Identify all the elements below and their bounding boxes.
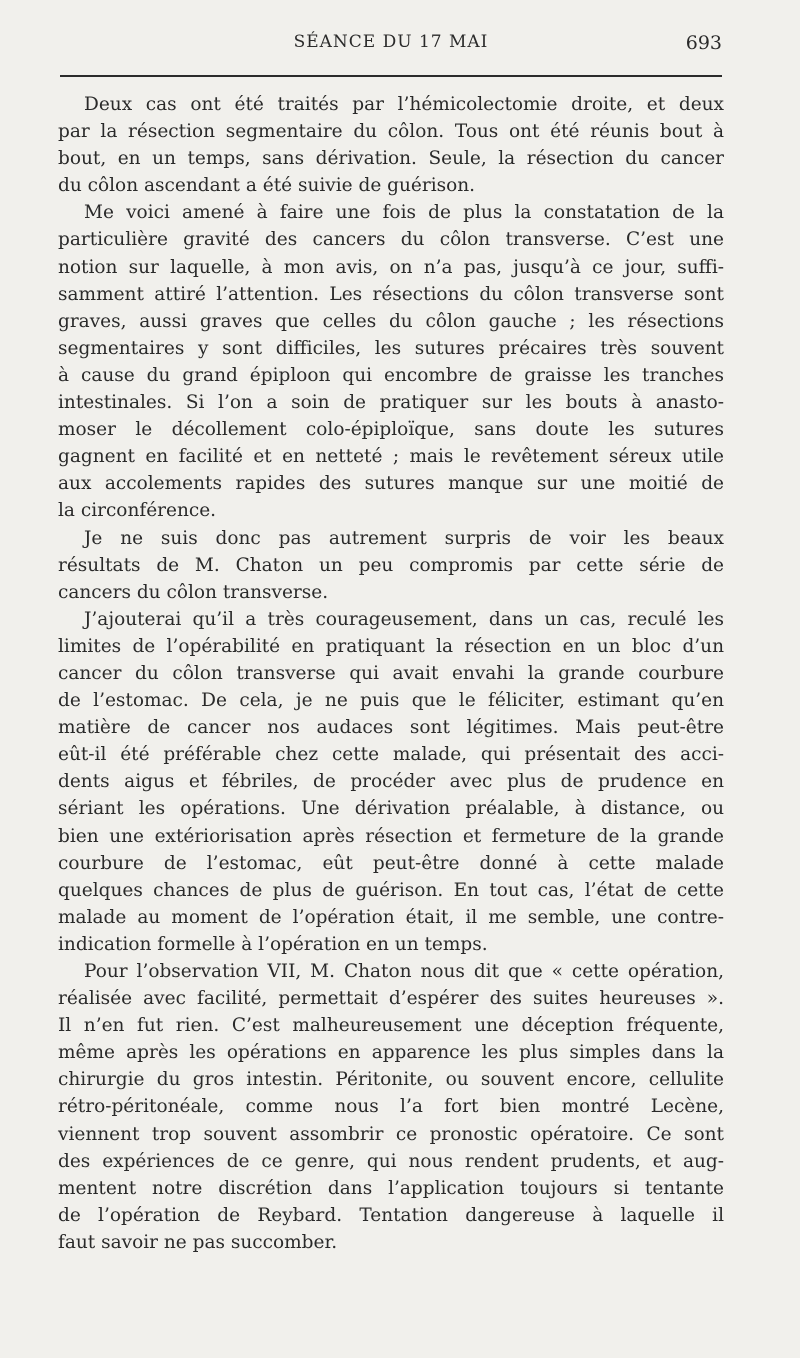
text-line: matière de cancer nos audaces sont légitimes. Mais peut-être — [58, 717, 724, 739]
text-line: bien une extériorisation après résection et fermeture de la grande — [58, 825, 724, 847]
text-line: aux accolements rapides des sutures manque sur une moitié de — [58, 473, 724, 495]
text-line: cancer du côlon transverse qui avait envahi la grande courbure — [58, 662, 724, 684]
text-line: limites de l’opérabilité en pratiquant la résection en un bloc d’un — [58, 635, 724, 657]
text-line: sériant les opérations. Une dérivation préalable, à distance, ou — [58, 798, 724, 820]
paragraph — [58, 606, 724, 958]
text-line: intestinales. Si l’on a soin de pratiquer sur les bouts à anasto- — [58, 392, 724, 414]
text-line: gagnent en facilité et en netteté ; mais le revêtement séreux utile — [58, 446, 724, 468]
text-line: du côlon ascendant a été suivie de guérison. — [58, 175, 476, 197]
text-line: des expériences de ce genre, qui nous rendent prudents, et aug- — [58, 1150, 724, 1172]
page-number: 693 — [685, 32, 722, 54]
text-line: faut savoir ne pas succomber. — [58, 1231, 338, 1253]
text-line: même après les opérations en apparence les plus simples dans la — [58, 1042, 724, 1064]
text-line: particulière gravité des cancers du côlon transverse. C’est une — [58, 229, 724, 251]
text-line: Me voici amené à faire une fois de plus la constatation de la — [84, 202, 724, 224]
text-line: Il n’en fut rien. C’est malheureusement une déception fréquente, — [58, 1015, 724, 1037]
text-line: eût-il été préférable chez cette malade, qui présentait des acci- — [58, 744, 724, 766]
paragraph — [58, 199, 724, 524]
text-line: de l’opération de Reybard. Tentation dangereuse à laquelle il — [58, 1204, 724, 1226]
page-header — [60, 32, 722, 62]
text-line: malade au moment de l’opération était, il me semble, une contre- — [58, 906, 724, 928]
text-line: segmentaires y sont difficiles, les sutures précaires très souvent — [58, 337, 724, 359]
text-line: Je ne suis donc pas autrement surpris de voir les beaux — [84, 527, 724, 549]
running-head: SÉANCE DU 17 MAI — [293, 32, 489, 52]
text-line: J’ajouterai qu’il a très courageusement, dans un cas, reculé les — [84, 608, 724, 630]
text-line: la circonférence. — [58, 500, 217, 522]
text-line: mentent notre discrétion dans l’application toujours si tentante — [58, 1177, 724, 1199]
paragraph — [58, 958, 724, 1256]
text-line: de l’estomac. De cela, je ne puis que le féliciter, estimant qu’en — [58, 690, 724, 712]
text-line: dents aigus et fébriles, de procéder avec plus de prudence en — [58, 771, 724, 793]
body-text — [58, 91, 724, 1256]
text-line: moser le décollement colo-épiploïque, sans doute les sutures — [58, 419, 724, 441]
text-line: courbure de l’estomac, eût peut-être donné à cette malade — [58, 852, 724, 874]
paragraph — [58, 91, 724, 199]
text-line: réalisée avec facilité, permettait d’espérer des suites heureuses ». — [58, 988, 724, 1010]
text-line: samment attiré l’attention. Les résections du côlon transverse sont — [58, 283, 724, 305]
text-line: notion sur laquelle, à mon avis, on n’a pas, jusqu’à ce jour, suffi- — [58, 256, 724, 278]
text-line: viennent trop souvent assombrir ce pronostic opératoire. Ce sont — [58, 1123, 724, 1145]
paragraph — [58, 525, 724, 606]
text-line: résultats de M. Chaton un peu compromis par cette série de — [58, 554, 724, 576]
text-line: chirurgie du gros intestin. Péritonite, ou souvent encore, cellulite — [58, 1069, 724, 1091]
text-line: bout, en un temps, sans dérivation. Seule, la résection du cancer — [58, 148, 724, 170]
text-line: cancers du côlon transverse. — [58, 581, 329, 603]
text-line: graves, aussi graves que celles du côlon gauche ; les résections — [58, 310, 724, 332]
text-line: indication formelle à l’opération en un temps. — [58, 933, 488, 955]
text-line: quelques chances de plus de guérison. En tout cas, l’état de cette — [58, 879, 724, 901]
header-rule — [60, 75, 722, 77]
text-line: Deux cas ont été traités par l’hémicolectomie droite, et deux — [84, 94, 724, 115]
text-line: par la résection segmentaire du côlon. Tous ont été réunis bout à — [58, 121, 724, 143]
text-line: rétro-péritonéale, comme nous l’a fort bien montré Lecène, — [58, 1096, 724, 1118]
text-line: à cause du grand épiploon qui encombre de graisse les tranches — [58, 364, 724, 386]
text-line: Pour l’observation VII, M. Chaton nous dit que « cette opération, — [84, 961, 724, 982]
